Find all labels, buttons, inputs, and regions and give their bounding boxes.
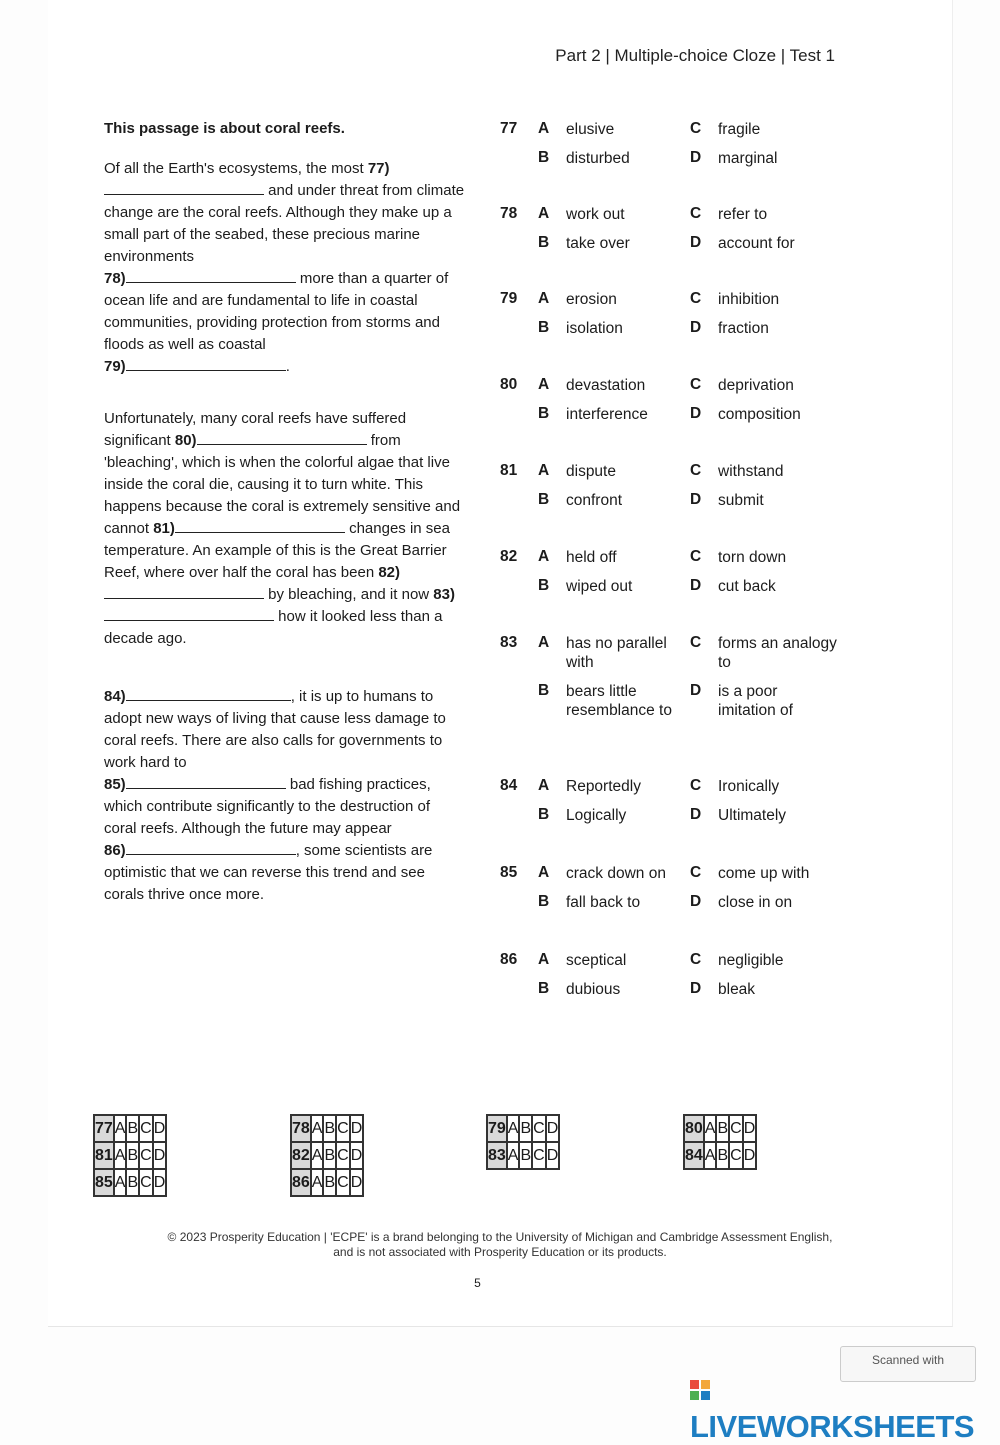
grid-cell-b[interactable]: B: [126, 1115, 139, 1142]
grid-cell-a[interactable]: A: [507, 1115, 520, 1142]
gap-82[interactable]: [104, 584, 264, 599]
option-78-c[interactable]: refer to: [718, 206, 768, 223]
gap-number-79: 79): [104, 358, 126, 375]
grid-cell-c[interactable]: C: [139, 1169, 153, 1196]
option-80-b[interactable]: interference: [566, 406, 648, 423]
option-77-c[interactable]: fragile: [718, 121, 761, 138]
gap-79[interactable]: [126, 356, 286, 371]
option-letter: B: [538, 149, 550, 166]
question-83: [500, 634, 860, 748]
option-letter: A: [538, 951, 550, 968]
option-85-b[interactable]: fall back to: [566, 894, 641, 911]
option-82-d[interactable]: cut back: [718, 578, 776, 595]
option-83-a[interactable]: has no parallel with: [566, 635, 667, 671]
gap-number-84: 84): [104, 688, 126, 705]
question-number: 79: [500, 290, 518, 307]
option-79-c[interactable]: inhibition: [718, 291, 780, 308]
grid-cell-c[interactable]: C: [139, 1115, 153, 1142]
option-84-d[interactable]: Ultimately: [718, 807, 787, 824]
option-80-d[interactable]: composition: [718, 406, 801, 423]
question-number: 82: [500, 548, 518, 565]
gap-80[interactable]: [197, 430, 367, 445]
grid-cell-a[interactable]: A: [311, 1169, 324, 1196]
grid-cell-d[interactable]: D: [546, 1142, 560, 1169]
option-letter: A: [538, 777, 550, 794]
question-number: 84: [500, 777, 518, 794]
option-81-c[interactable]: withstand: [718, 463, 784, 480]
question-79: [500, 290, 860, 348]
grid-cell-c[interactable]: C: [336, 1169, 350, 1196]
option-79-d[interactable]: fraction: [718, 320, 769, 337]
question-number: 81: [500, 462, 518, 479]
option-letter: D: [690, 806, 702, 823]
option-letter: C: [690, 205, 702, 222]
option-81-d[interactable]: submit: [718, 492, 764, 509]
option-letter: B: [538, 491, 550, 508]
grid-cell-b[interactable]: B: [323, 1115, 336, 1142]
page-number: 5: [474, 1276, 481, 1290]
option-84-c[interactable]: Ironically: [718, 778, 780, 795]
gap-83[interactable]: [104, 606, 274, 621]
option-83-d[interactable]: is a poor imitation of: [718, 683, 793, 719]
grid-cell-d[interactable]: D: [153, 1169, 167, 1196]
passage-paragraph-1: Of all the Earth's ecosystems, the most 77) and under threat from climate change are the coral reefs. Although they make up a small part of the seabed, these precious marine environments 78) more than a quarter of ocean life and are fundamental to life in coastal communities, providing protection from storms and floods as well as coastal 79) .: [104, 160, 465, 375]
option-81-b[interactable]: confront: [566, 492, 623, 509]
option-letter: C: [690, 548, 702, 565]
copyright-footer: © 2023 Prosperity Education | 'ECPE' is a brand belonging to the University of Michigan and Cambridge Assessment English, and is not associated with Prosperity Education or its products.: [167, 1230, 833, 1259]
grid-cell-a[interactable]: A: [114, 1115, 127, 1142]
option-letter: C: [690, 462, 702, 479]
option-letter: A: [538, 864, 550, 881]
passage: [104, 118, 466, 906]
answer-grid-4: 80 A B C D 84 A B C D: [683, 1114, 757, 1170]
gap-86[interactable]: [126, 840, 296, 855]
gap-number-78: 78): [104, 270, 126, 287]
grid-cell-a[interactable]: A: [311, 1115, 324, 1142]
option-79-a[interactable]: erosion: [566, 291, 617, 308]
option-letter: D: [690, 319, 702, 336]
grid-cell-c[interactable]: C: [336, 1115, 350, 1142]
grid-cell-d[interactable]: D: [743, 1142, 757, 1169]
option-letter: B: [538, 319, 550, 336]
question-number: 85: [500, 864, 518, 881]
gap-77[interactable]: [104, 180, 264, 195]
option-letter: B: [538, 577, 550, 594]
option-letter: A: [538, 634, 550, 651]
grid-cell-d[interactable]: D: [153, 1142, 167, 1169]
liveworksheets-icon: [690, 1380, 712, 1404]
gap-number-77: 77): [367, 160, 390, 177]
option-81-a[interactable]: dispute: [566, 463, 616, 480]
question-78: [500, 205, 860, 263]
option-83-b[interactable]: bears little resemblance to: [566, 683, 672, 719]
option-letter: C: [690, 777, 702, 794]
option-78-d[interactable]: account for: [718, 235, 795, 252]
question-number: 78: [500, 205, 518, 222]
grid-cell-a[interactable]: A: [114, 1169, 127, 1196]
option-letter: B: [538, 682, 550, 699]
option-letter: D: [690, 405, 702, 422]
option-letter: B: [538, 234, 550, 251]
option-84-b[interactable]: Logically: [566, 807, 627, 824]
option-85-d[interactable]: close in on: [718, 894, 793, 911]
option-letter: D: [690, 234, 702, 251]
option-letter: A: [538, 462, 550, 479]
option-letter: D: [690, 491, 702, 508]
gap-number-81: 81): [153, 520, 175, 537]
grid-cell-a[interactable]: A: [704, 1142, 717, 1169]
question-85: [500, 864, 860, 922]
answer-grid-3: 79 A B C D 83 A B C D: [486, 1114, 560, 1170]
option-letter: D: [690, 577, 702, 594]
grid-cell-b[interactable]: B: [126, 1142, 139, 1169]
grid-cell-c[interactable]: C: [729, 1142, 743, 1169]
grid-cell-a[interactable]: A: [114, 1142, 127, 1169]
option-letter: C: [690, 634, 702, 651]
grid-cell-a[interactable]: A: [311, 1142, 324, 1169]
grid-cell-b[interactable]: B: [519, 1115, 532, 1142]
option-83-c[interactable]: forms an analogy to: [718, 635, 837, 671]
passage-paragraph-2: Unfortunately, many coral reefs have suffered significant 80) from 'bleaching', which is when the colorful algae that live inside the coral die, causing it to turn white. This happens because the coral is extremely sensitive and cannot 81) changes in sea temperature. An example of this is the Great Barrier Reef, where over half the coral has been 82) by bleaching, and it now 83) how it looked less than a decade ago.: [104, 410, 461, 647]
question-84: [500, 777, 860, 835]
grid-cell-b[interactable]: B: [323, 1142, 336, 1169]
option-78-b[interactable]: take over: [566, 235, 630, 252]
question-77: [500, 120, 860, 178]
passage-heading: This passage is about coral reefs.: [104, 120, 345, 137]
option-82-b[interactable]: wiped out: [566, 578, 633, 595]
option-letter: D: [690, 149, 702, 166]
option-79-b[interactable]: isolation: [566, 320, 623, 337]
option-letter: A: [538, 120, 550, 137]
grid-cell-d[interactable]: D: [546, 1115, 560, 1142]
option-letter: B: [538, 405, 550, 422]
answer-grid-2: 78 A B C D 82 A B C D 86 A B C D: [290, 1114, 364, 1197]
gap-81[interactable]: [175, 518, 345, 533]
question-81: [500, 462, 860, 520]
gap-number-80: 80): [174, 432, 197, 449]
option-letter: C: [690, 864, 702, 881]
option-80-a[interactable]: devastation: [566, 377, 646, 394]
grid-cell-d[interactable]: D: [350, 1169, 364, 1196]
gap-78[interactable]: [126, 268, 296, 283]
option-letter: A: [538, 205, 550, 222]
grid-cell-a[interactable]: A: [507, 1142, 520, 1169]
page-header: Part 2 | Multiple-choice Cloze | Test 1: [555, 46, 835, 65]
option-letter: C: [690, 120, 702, 137]
option-84-a[interactable]: Reportedly: [566, 778, 641, 795]
option-letter: A: [538, 376, 550, 393]
option-77-a[interactable]: elusive: [566, 121, 615, 138]
option-78-a[interactable]: work out: [566, 206, 625, 223]
grid-cell-c[interactable]: C: [336, 1142, 350, 1169]
option-letter: D: [690, 980, 702, 997]
option-letter: C: [690, 290, 702, 307]
gap-85[interactable]: [126, 774, 286, 789]
grid-cell-c[interactable]: C: [139, 1142, 153, 1169]
option-86-a[interactable]: sceptical: [566, 952, 627, 969]
grid-cell-d[interactable]: D: [350, 1142, 364, 1169]
grid-cell-d[interactable]: D: [743, 1115, 757, 1142]
grid-cell-c[interactable]: C: [532, 1115, 546, 1142]
scanner-watermark: Scanned with: [840, 1346, 976, 1382]
question-number: 86: [500, 951, 518, 968]
grid-cell-a[interactable]: A: [704, 1115, 717, 1142]
gap-number-86: 86): [104, 842, 126, 859]
option-letter: B: [538, 980, 550, 997]
option-letter: C: [690, 376, 702, 393]
grid-cell-b[interactable]: B: [716, 1115, 729, 1142]
grid-cell-c[interactable]: C: [532, 1142, 546, 1169]
option-82-c[interactable]: torn down: [718, 549, 787, 566]
option-77-d[interactable]: marginal: [718, 150, 778, 167]
option-85-a[interactable]: crack down on: [566, 865, 666, 882]
liveworksheets-logo: LIVEWORKSHEETS: [690, 1373, 1000, 1445]
question-80: [500, 376, 860, 434]
question-82: [500, 548, 860, 606]
option-82-a[interactable]: held off: [566, 549, 617, 566]
option-letter: B: [538, 893, 550, 910]
passage-paragraph-3: 84) , it is up to humans to adopt new ways of living that cause less damage to coral reefs. There are also calls for governments to work hard to 85) bad fishing practices, which contribute significantly to the destruction of coral reefs. Although the future may appear 86) , some scientists are optimistic that we can reverse this trend and see corals thrive once more.: [104, 688, 446, 903]
gap-number-83: 83): [433, 586, 455, 603]
option-letter: B: [538, 806, 550, 823]
option-letter: A: [538, 290, 550, 307]
question-number: 80: [500, 376, 518, 393]
option-77-b[interactable]: disturbed: [566, 150, 630, 167]
option-80-c[interactable]: deprivation: [718, 377, 794, 394]
question-number: 83: [500, 634, 518, 651]
question-86: [500, 951, 860, 1009]
option-letter: A: [538, 548, 550, 565]
grid-cell-b[interactable]: B: [323, 1169, 336, 1196]
gap-number-85: 85): [104, 776, 126, 793]
option-86-c[interactable]: negligible: [718, 952, 784, 969]
option-85-c[interactable]: come up with: [718, 865, 810, 882]
grid-cell-b[interactable]: B: [519, 1142, 532, 1169]
gap-84[interactable]: [126, 686, 291, 701]
grid-cell-d[interactable]: D: [350, 1115, 364, 1142]
answer-grid-1: 77 A B C D 81 A B C D 85 A B C D: [93, 1114, 167, 1197]
gap-number-82: 82): [378, 564, 401, 581]
grid-cell-b[interactable]: B: [716, 1142, 729, 1169]
option-letter: D: [690, 893, 702, 910]
grid-cell-c[interactable]: C: [729, 1115, 743, 1142]
grid-cell-d[interactable]: D: [153, 1115, 167, 1142]
option-letter: C: [690, 951, 702, 968]
question-number: 77: [500, 120, 518, 137]
grid-cell-b[interactable]: B: [126, 1169, 139, 1196]
option-86-d[interactable]: bleak: [718, 981, 756, 998]
option-letter: D: [690, 682, 702, 699]
option-86-b[interactable]: dubious: [566, 981, 621, 998]
